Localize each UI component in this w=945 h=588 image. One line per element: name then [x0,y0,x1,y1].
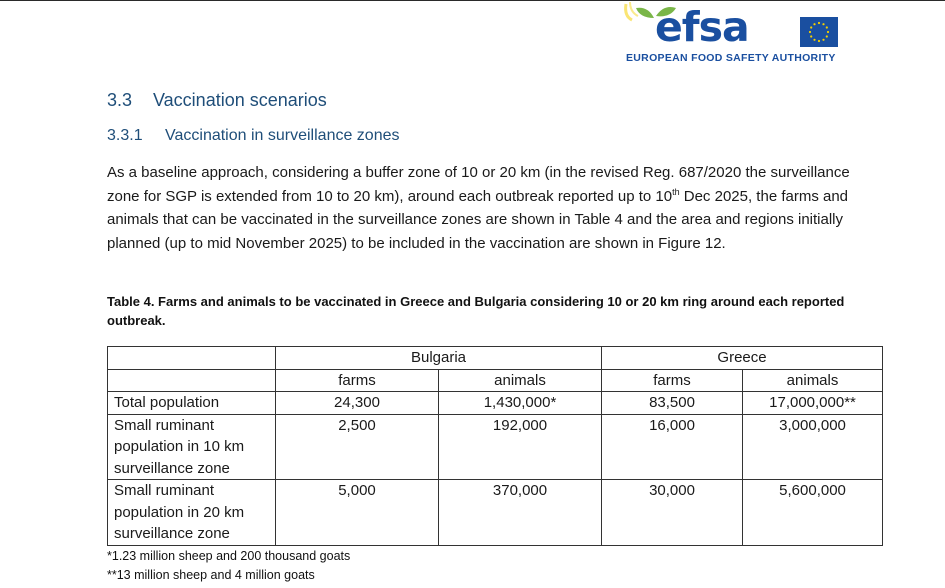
subheader-cell: farms [276,369,439,392]
table-cell: 3,000,000 [743,414,883,480]
table-row [108,392,883,415]
footnotes [107,547,350,585]
empty-subheader-cell [108,369,276,392]
subsection-title: Vaccination in surveillance zones [165,127,400,144]
subheader-cell: farms [602,369,743,392]
top-rule [0,0,945,1]
table-row [108,414,883,480]
subheader-row [108,369,883,392]
subsection-heading [107,127,400,145]
row-label: Small ruminant population in 10 km surveillance zone [108,414,276,480]
logo-subtitle: EUROPEAN FOOD SAFETY AUTHORITY [626,52,836,64]
table-cell: 2,500 [276,414,439,480]
table-row [108,480,883,546]
subheader-cell: animals [743,369,883,392]
section-title: Vaccination scenarios [153,90,327,110]
table-cell: 370,000 [439,480,602,546]
footnote: **13 million sheep and 4 million goats [107,568,315,582]
empty-header-cell [108,347,276,370]
table-cell: 24,300 [276,392,439,415]
country-header-bulgaria: Bulgaria [276,347,602,370]
table-cell: 16,000 [602,414,743,480]
row-label: Small ruminant population in 20 km surveillance zone [108,480,276,546]
table-cell: 5,000 [276,480,439,546]
subsection-number: 3.3.1 [107,127,143,144]
table-cell: 192,000 [439,414,602,480]
country-header-greece: Greece [602,347,883,370]
footnote: *1.23 million sheep and 200 thousand goats [107,549,351,563]
subheader-cell: animals [439,369,602,392]
vaccination-table [107,346,883,546]
row-label: Total population [108,392,276,415]
section-heading [107,90,327,111]
table-caption: Table 4. Farms and animals to be vaccinated in Greece and Bulgaria considering 10 or 20 km ring around each reported outbreak. [107,294,845,328]
ordinal-superscript: th [672,186,680,197]
table-cell: 17,000,000** [743,392,883,415]
section-number: 3.3 [107,90,133,110]
paragraph-text-end: Dec 2025, the farms and animals that can be vaccinated in the surveillance zones are shown in Table 4 and the area and regions initially planned (up to mid November 2025) to be included in the vaccination are shown in Figure 12. [107,187,849,252]
table-cell: 30,000 [602,480,743,546]
table-cell: 83,500 [602,392,743,415]
eu-flag-icon [800,17,838,47]
country-header-row [108,347,883,370]
efsa-wordmark: efsa [655,3,749,51]
table-cell: 1,430,000* [439,392,602,415]
table-cell: 5,600,000 [743,480,883,546]
paragraph-text-start: As a baseline approach, considering a buffer zone of 10 or 20 km (in the revised Reg. 687/2020 the surveillance zone for SGP is extended from 10 to 20 km), around each outbreak reported up to 10 [107,164,850,205]
body-paragraph [107,161,882,255]
